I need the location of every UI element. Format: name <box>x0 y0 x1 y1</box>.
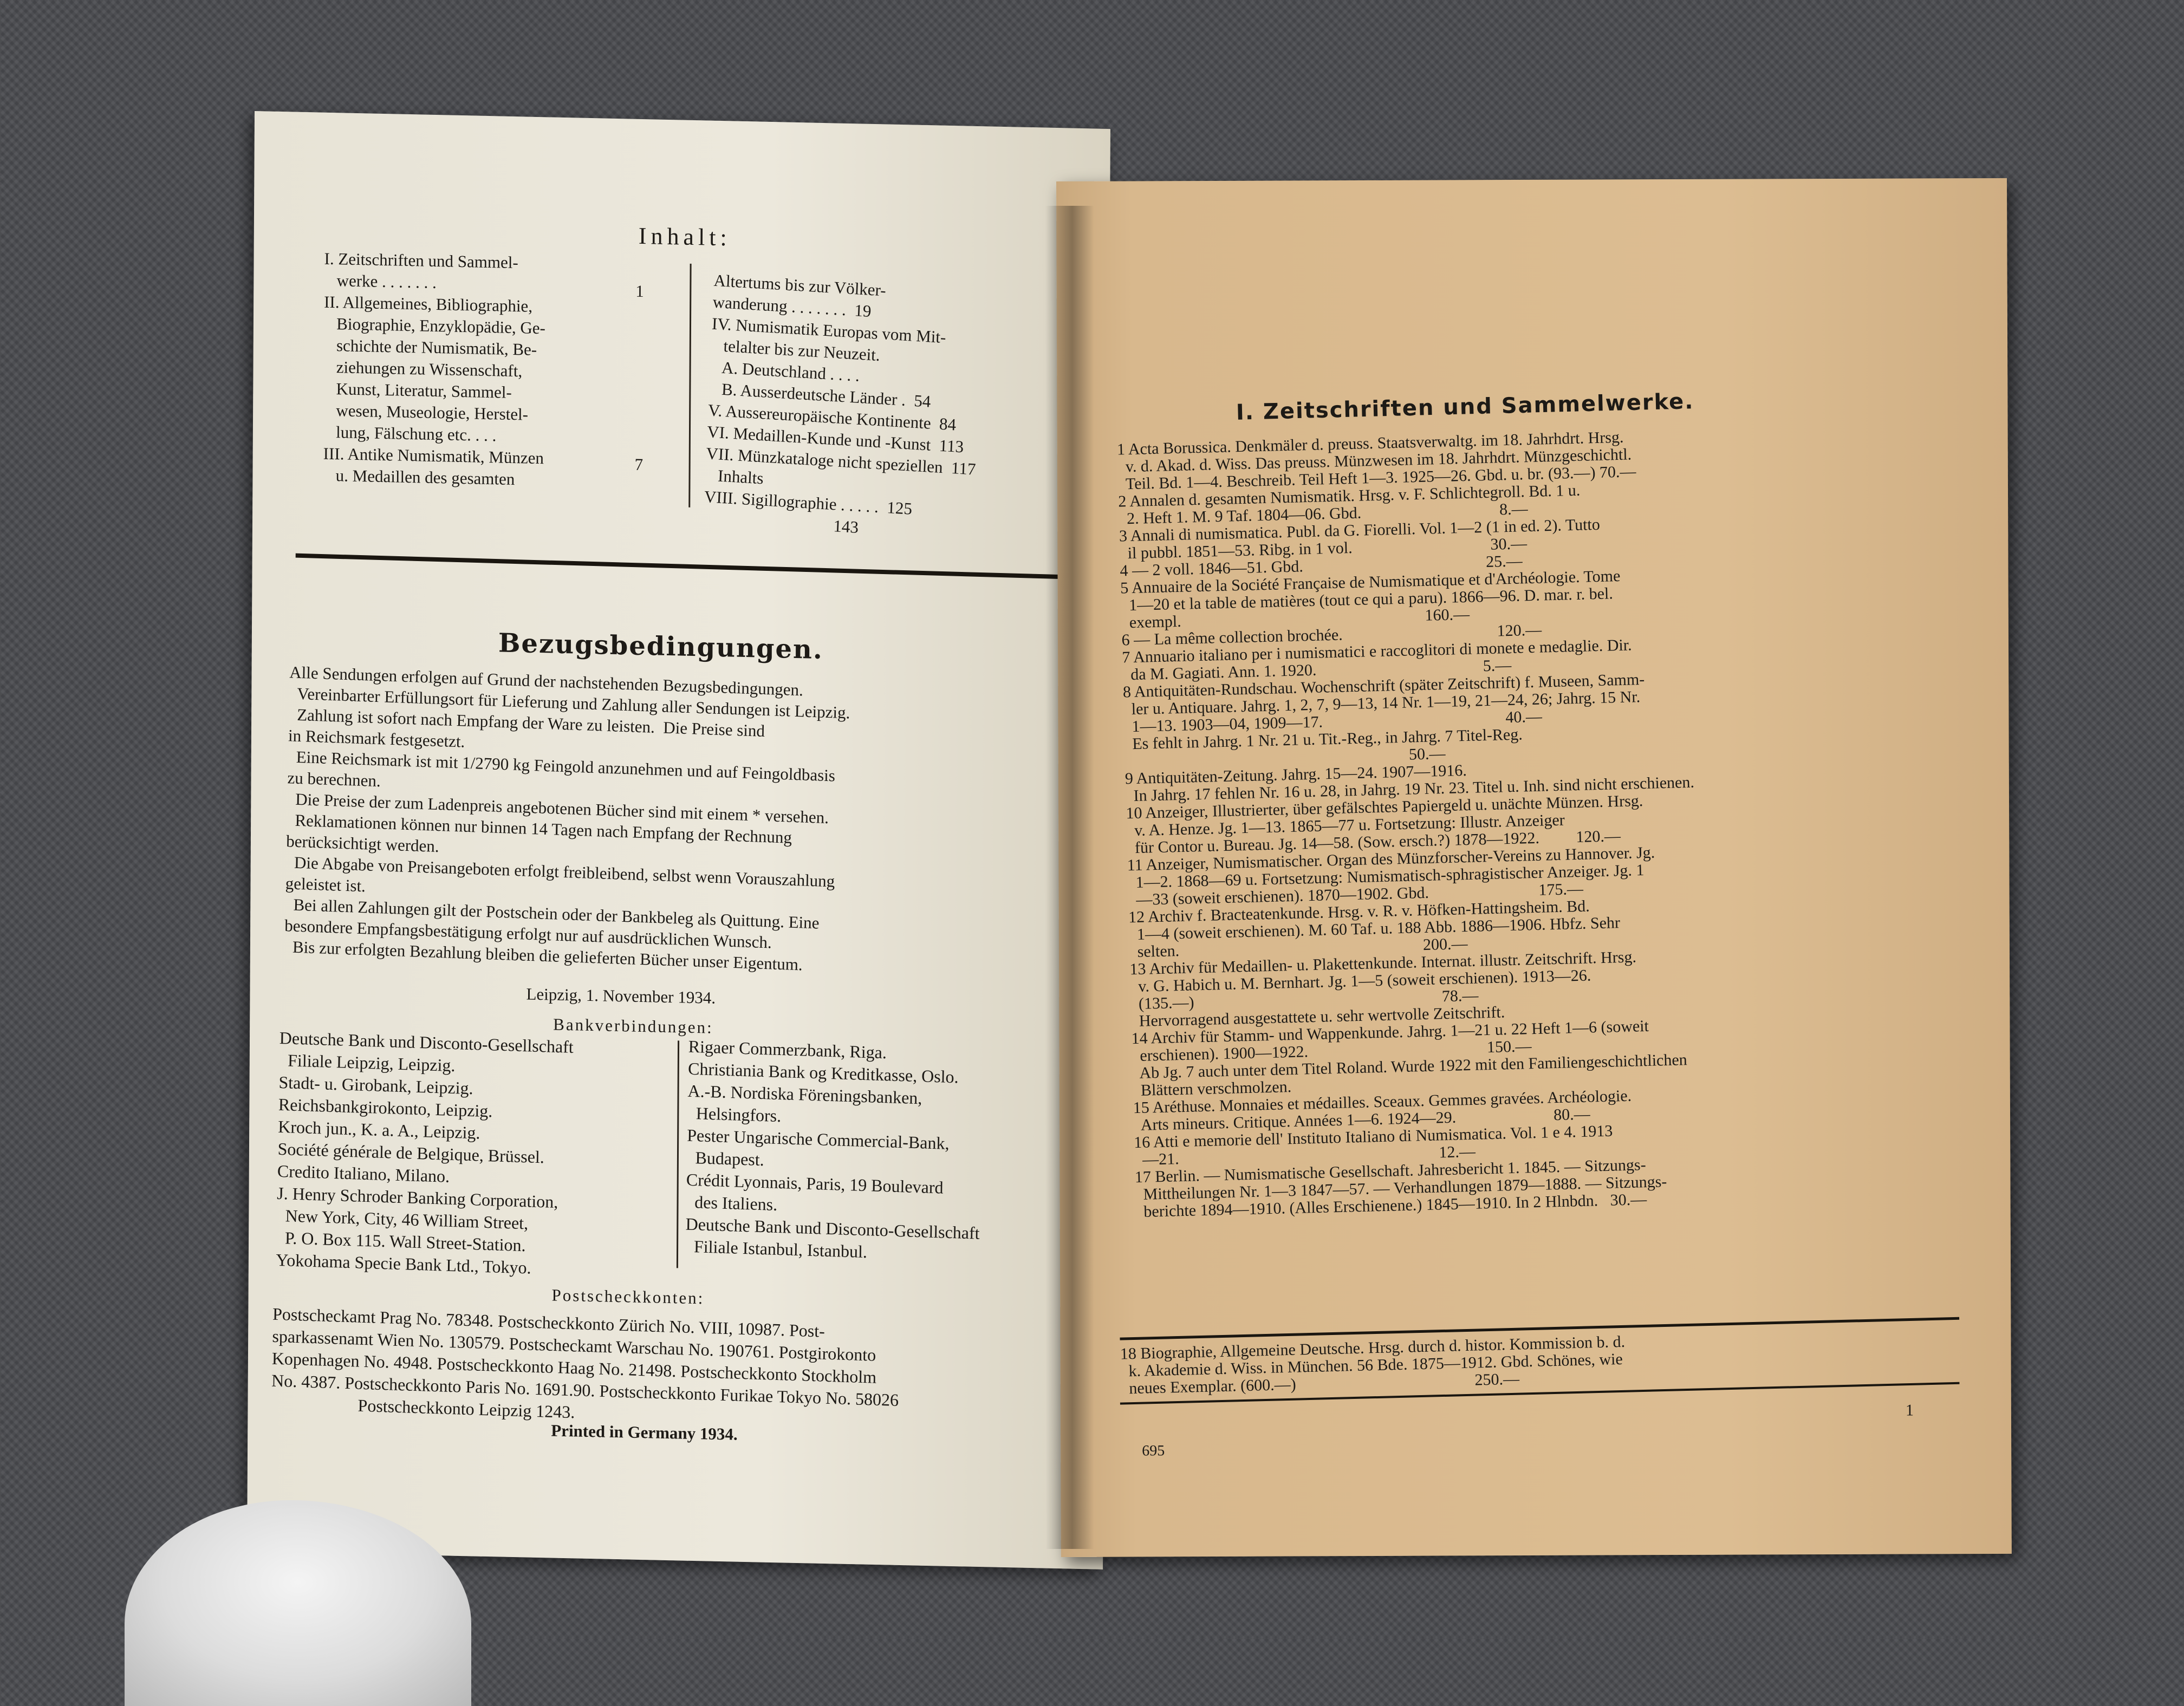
toc-left-page-numbers: 1 7 <box>634 281 644 474</box>
page-number: 1 <box>1905 1401 1914 1420</box>
section-heading: I. Zeitschriften und Sammelwerke. <box>1236 389 1694 425</box>
bank-heading: Bankverbindungen: <box>553 1014 713 1037</box>
right-page <box>1056 178 2012 1557</box>
toc-divider <box>688 264 691 507</box>
date-line: Leipzig, 1. November 1934. <box>526 984 716 1007</box>
toc-left-column: I. Zeitschriften und Sammel- werke . . . . . . . II. Allgemeines, Bibliographie, Biographie, Enzyklopädie, Ge- schichte der Numismatik, Be- ziehungen zu Wissenschaft, Kunst, Literatur, Sammel- wesen, Museologie, Herstel- lung, Fälschung etc. . . . III. Antike Numismatik, Münzen u. Medaillen des gesamten <box>323 249 545 489</box>
heading-rule <box>296 554 1060 579</box>
conditions-text: Alle Sendungen erfolgen auf Grund der nachstehenden Bezugsbedingungen. Vereinbarter Erfüllungsort für Lieferung und Zahlung aller Sendungen ist Leipzig. Zahlung ist sofort nach Empfang der Ware zu leisten. Die Preise sind in Reichsmark festgesetzt. Eine Reichsmark ist mit 1/2790 kg Feingold anzunehmen und auf Feingoldbasis zu berechnen. Die Preise der zum Ladenpreis angebotenen Bücher sind mit einem * versehen. Reklamationen können nur binnen 14 Tagen nach Empfang der Rechnung berücksichtigt werden. Die Abgabe von Preisangeboten erfolgt freibleibend, selbst wenn Vorauszahlung geleistet ist. Bei allen Zahlungen gilt der Postschein oder der Bankbeleg als Quittung. Eine besondere Empfangsbestätigung erfolgt nur auf ausdrücklichen Wunsch. Bis zur erfolgten Bezahlung bleiben die gelieferten Bücher unser Eigentum. <box>284 662 850 974</box>
catalog-entry-18: 18 Biographie, Allgemeine Deutsche. Hrsg. durch d. histor. Kommission b. d. k. Akademie d. Wiss. in München. 56 Bde. 1875—1912. Gbd. Schönes, wie neues Exemplar. (600.—) 250.— <box>1120 1332 1626 1398</box>
book-gutter <box>1045 206 1094 1549</box>
catalog-number: 695 <box>1142 1442 1165 1460</box>
printed-in-germany: Printed in Germany 1934. <box>551 1421 738 1444</box>
postscheck-text: Postscheckamt Prag No. 78348. Postscheckkonto Zürich No. VIII, 10987. Post- sparkassenamt Wien No. 130579. Postscheckamt Warschau No. 190761. Postgirokonto Kopenhagen No. 4948. Postscheckkonto Haag No. 21498. Postscheckkonto Stockholm No. 4387. Postscheckkonto Paris No. 1691.90. Postscheckkonto Furikae Tokyo No. 58026 Postscheckkonto Leipzig 1243. <box>271 1304 899 1422</box>
bank-list-left: Deutsche Bank und Disconto-Gesellschaft Filiale Leipzig, Leipzig. Stadt- u. Girobank, Leipzig. Reichsbankgirokonto, Leipzig. Kroch jun., K. a. A., Leipzig. Société générale de Belgique, Brüssel. Credito Italiano, Milano. J. Henry Schroder Banking Corporation, New York, City, 46 William Street, P. O. Box 115. Wall Street-Station. Yokohama Specie Bank Ltd., Tokyo. <box>276 1027 574 1278</box>
postscheck-heading: Postscheckkonten: <box>551 1285 705 1308</box>
bank-divider <box>677 1040 679 1268</box>
catalog-entries: 1 Acta Borussica. Denkmäler d. preuss. Staatsverwaltg. im 18. Jahrhdrt. Hrsg. v. d. Akad. d. Wiss. Das preuss. Münzwesen im 18. Jahrhdrt. Münzgeschichtl. Teil. Bd. 1—4. Beschreib. Teil Heft 1—3. 1925—26. Gbd. u. br. (93.—) 70.— 2 Annalen d. gesamten Numismatik. Hrsg. v. F. Schlichtegroll. Bd. 1 u. 2. Heft 1. M. 9 Taf. 1804—06. Gbd. 8.— 3 Annali di numismatica. Publ. da G. Fiorelli. Vol. 1—2 (1 in ed. 2). Tutto il pubbl. 1851—53. Ribg. in 1 vol. 30.— 4 — 2 voll. 1846—51. Gbd. 25.— 5 Annuaire de la Société Française de Numismatique et d'Archéologie. Tome 1—20 et la table de matières (tout ce qui a paru). 1866—96. D. mar. r. bel. exempl. 160.— 6 — La même collection brochée. 120.— 7 Annuario italiano per i numismatici e raccoglitori di monete e medaglie. Dir. da M. Gagiati. Ann. 1. 1920. 5.— 8 Antiquitäten-Rundschau. Wochenschrift (später Zeitschrift) f. Museen, Samm- ler u. Antiquare. Jahrg. 1, 2, 7, 9—13, 14 Nr. 1—19, 21—24, 26; Jahrg. 15 Nr. 1—13. 1903—04, 1909—17. 40.— Es fehlt in Jahrg. 1 Nr. 21 u. Tit.-Reg., in Jahrg. 7 Titel-Reg. 50.— 9 Antiquitäten-Zeitung. Jahrg. 15—24. 1907—1916. In Jahrg. 17 fehlen Nr. 16 u. 28, in Jahrg. 19 Nr. 23. Titel u. Inh. sind nicht erschienen. 10 Anzeiger, Illustrierter, über gefälschtes Papiergeld u. unächte Münzen. Hrsg. v. A. Henze. Jg. 1—13. 1865—77 u. Fortsetzung: Illustr. Anzeiger für Contor u. Bureau. Jg. 14—58. (Sow. ersch.?) 1878—1922. 120.— 11 Anzeiger, Numismatischer. Organ des Münzforscher-Vereins zu Hannover. Jg. 1—2. 1868—69 u. Fortsetzung: Numismatisch-sphragistischer Anzeiger. Jg. 1 —33 (soweit erschienen). 1870—1902. Gbd. 175.— 12 Archiv f. Bracteatenkunde. Hrsg. v. R. v. Höfken-Hattingsheim. Bd. 1—4 (soweit erschienen). M. 60 Taf. u. 188 Abb. 1886—1906. Hbfz. Sehr selten. 200.— 13 Archiv für Medaillen- u. Plakettenkunde. Internat. illustr. Zeitschrift. Hrsg. v. G. Habich u. M. Bernhart. Jg. 1—5 (soweit erschienen). 1913—26. (135.—) 78.— Hervorragend ausgestattete u. sehr wertvolle Zeitschrift. 14 Archiv für Stamm- und Wappenkunde. Jahrg. 1—21 u. 22 Heft 1—6 (soweit erschienen). 1900—1922. 150.— Ab Jg. 7 auch unter dem Titel Roland. Wurde 1922 mit den Familiengeschichtlichen Blättern verschmolzen. 15 Aréthuse. Monnaies et médailles. Sceaux. Gemmes gravées. Archéologie. Arts mineurs. Critique. Années 1—6. 1924—29. 80.— 16 Atti e memorie dell' Instituto Italiano di Numismatica. Vol. 1 e 4. 1913 —21. 12.— 17 Berlin. — Numismatische Gesellschaft. Jahresbericht 1. 1845. — Sitzungs- Mittheilungen Nr. 1—3 1847—57. — Verhandlungen 1879—1888. — Sitzungs- berichte 1894—1910. (Alles Erschienene.) 1845—1910. In 2 Hlnbdn. 30.— <box>1116 428 1695 1221</box>
bank-list-right: Rigaer Commerzbank, Riga. Christiania Bank og Kreditkasse, Oslo. A.-B. Nordiska Föreningsbanken, Helsingfors. Pester Ungarische Commercial-Bank, Budapest. Crédit Lyonnais, Paris, 19 Boulevard des Italiens. Deutsche Bank und Disconto-Gesellschaft Filiale Istanbul, Istanbul. <box>685 1036 980 1262</box>
toc-title: Inhalt: <box>638 222 731 251</box>
left-page <box>247 111 1110 1570</box>
conditions-heading: Bezugsbedingungen. <box>498 628 823 665</box>
toc-right-column: Altertums bis zur Völker- wanderung . . . . . . . 19 IV. Numismatik Europas vom Mit- telalter bis zur Neuzeit. A. Deutschland . . . . B. Ausserdeutsche Länder . 54 V. Aussereuropäische Kontinente 84 VI. Medaillen-Kunde und -Kunst 113 VII. Münzkataloge nicht speziellen 117 Inhalts VIII. Sigillographie . . . . . 125 143 <box>703 270 977 537</box>
